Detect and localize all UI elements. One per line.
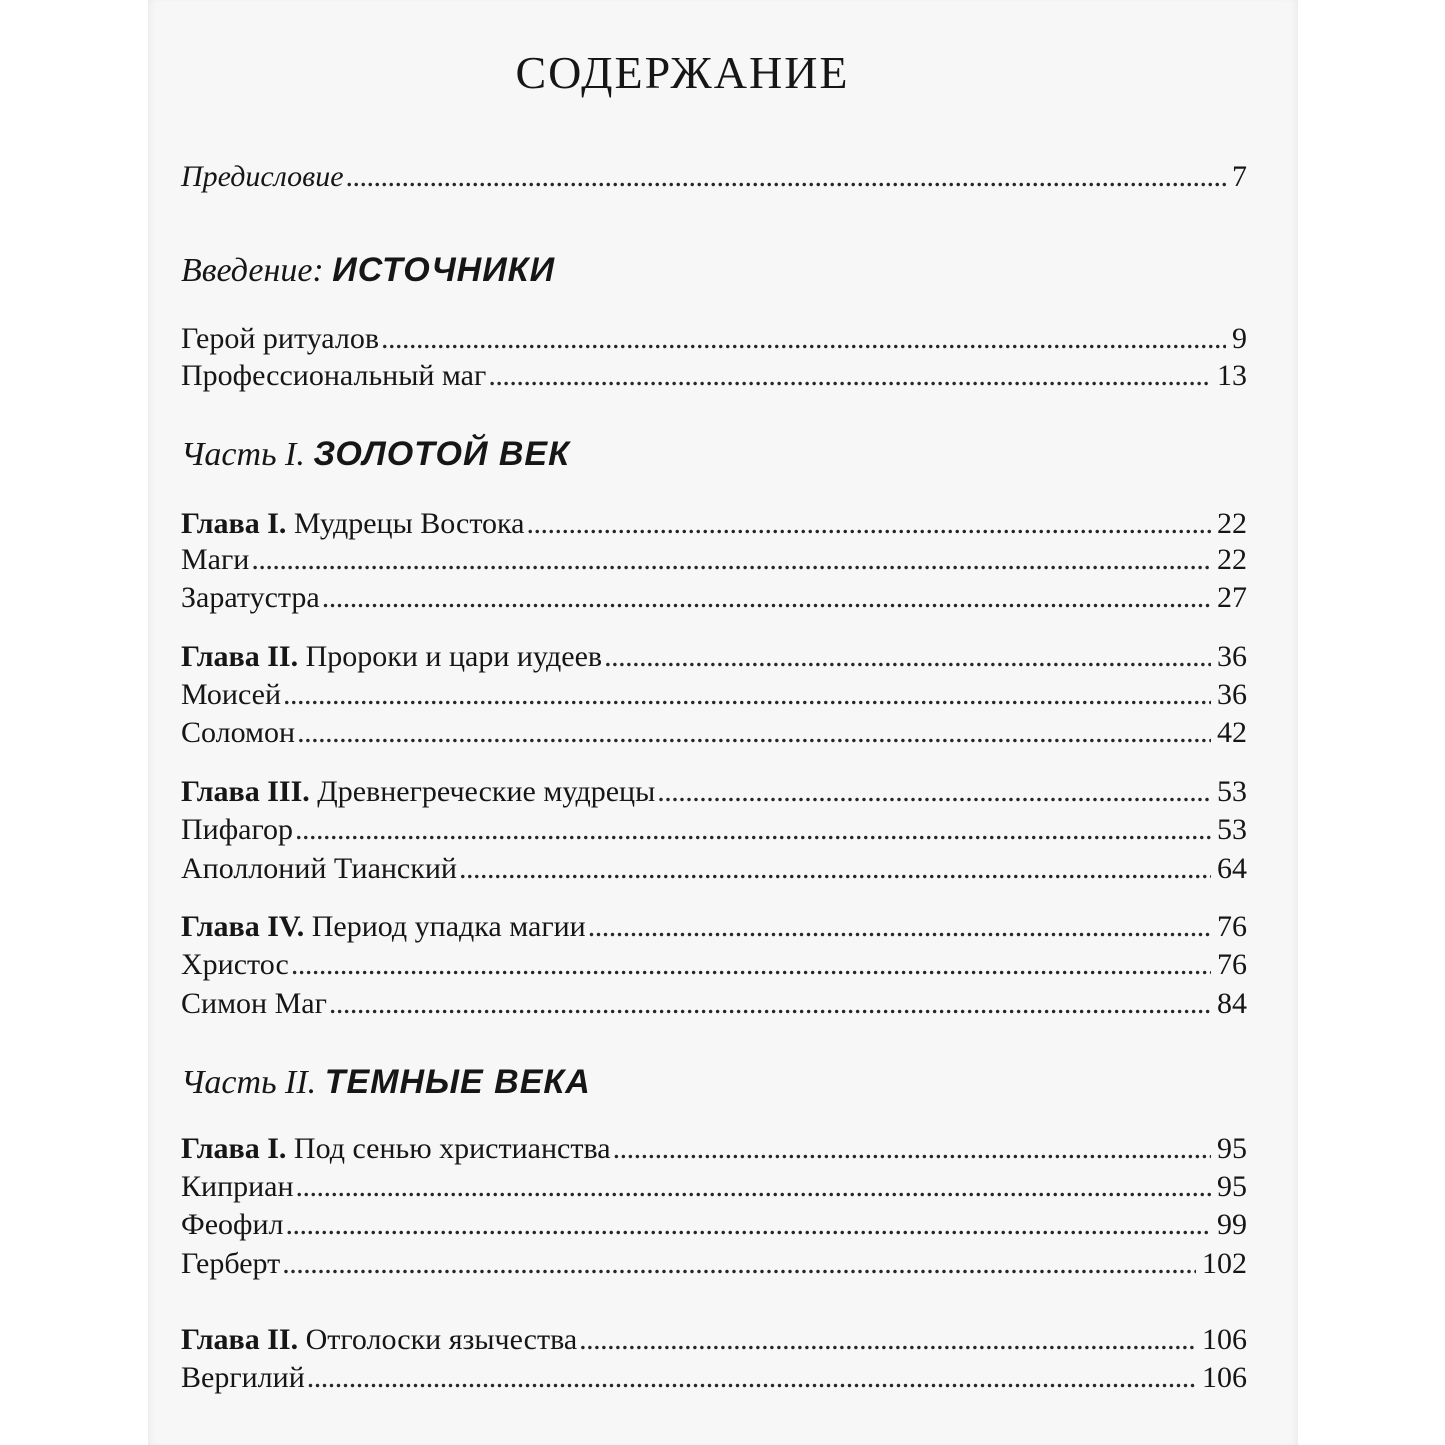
dot-leader xyxy=(329,985,1211,1023)
toc-label: Отголоски язычества xyxy=(298,1323,578,1356)
toc-page: 9 xyxy=(1232,322,1247,355)
chapter-prefix: Глава II. xyxy=(181,640,299,673)
toc-page: 102 xyxy=(1202,1247,1247,1280)
chapter-prefix: Глава III. xyxy=(181,775,310,808)
toc-chapter xyxy=(181,773,1247,811)
toc-page: 99 xyxy=(1217,1208,1247,1241)
dot-leader xyxy=(295,811,1211,849)
toc-label: Герберт xyxy=(181,1247,281,1280)
section-prefix: Часть II. xyxy=(181,1064,325,1101)
toc-entry xyxy=(181,714,1247,752)
chapter-prefix: Глава I. xyxy=(181,507,287,540)
section-heading-intro xyxy=(181,250,555,291)
dot-leader xyxy=(346,158,1226,196)
dot-leader xyxy=(381,320,1226,358)
toc-page: 76 xyxy=(1217,910,1247,943)
toc-label: Мудрецы Востока xyxy=(286,507,525,540)
chapter-prefix: Глава II. xyxy=(181,1323,299,1356)
toc-page: 7 xyxy=(1232,160,1247,193)
dot-leader xyxy=(588,908,1211,946)
dot-leader xyxy=(297,714,1211,752)
dot-leader xyxy=(657,773,1211,811)
toc-page: 76 xyxy=(1217,948,1247,981)
toc-label: Пророки и цари иудеев xyxy=(298,640,603,673)
toc-page: 84 xyxy=(1217,987,1247,1020)
section-heading-part2 xyxy=(181,1062,591,1103)
toc-entry xyxy=(181,1245,1247,1283)
toc-page: 22 xyxy=(1217,543,1247,576)
toc-entry xyxy=(181,357,1247,395)
toc-label: Моисей xyxy=(181,678,282,711)
toc-page: 53 xyxy=(1217,775,1247,808)
toc-page: 53 xyxy=(1217,813,1247,846)
toc-entry xyxy=(181,1206,1247,1244)
section-name: ТЕМНЫЕ ВЕКА xyxy=(324,1063,591,1101)
toc-label: Киприан xyxy=(181,1170,294,1203)
toc-page: 36 xyxy=(1217,640,1247,673)
toc-chapter xyxy=(181,1130,1247,1168)
toc-entry xyxy=(181,676,1247,714)
toc-label: Аполлоний Тианский xyxy=(181,852,457,885)
dot-leader xyxy=(307,1359,1196,1397)
toc-entry xyxy=(181,1168,1247,1206)
page-title: СОДЕРЖАНИЕ xyxy=(515,47,850,98)
toc-chapter xyxy=(181,908,1247,946)
toc-page: 42 xyxy=(1217,716,1247,749)
dot-leader xyxy=(251,541,1211,579)
dot-leader xyxy=(285,1206,1211,1244)
dot-leader xyxy=(579,1321,1196,1359)
toc-page: 27 xyxy=(1217,581,1247,614)
toc-chapter xyxy=(181,1321,1247,1359)
dot-leader xyxy=(526,505,1211,543)
toc-entry xyxy=(181,320,1247,358)
section-prefix: Часть I. xyxy=(181,436,314,473)
toc-chapter xyxy=(181,505,1247,543)
toc-chapter xyxy=(181,638,1247,676)
toc-label: Под сенью христианства xyxy=(286,1132,611,1165)
toc-page: 64 xyxy=(1217,852,1247,885)
dot-leader xyxy=(283,676,1211,714)
toc-label: Период упадка магии xyxy=(304,910,586,943)
toc-page: 106 xyxy=(1202,1361,1247,1394)
toc-label: Древнегреческие мудрецы xyxy=(309,775,656,808)
toc-entry xyxy=(181,811,1247,849)
toc-entry xyxy=(181,946,1247,984)
toc-entry xyxy=(181,850,1247,888)
toc-page: 13 xyxy=(1217,359,1247,392)
toc-label: Соломон xyxy=(181,716,296,749)
chapter-prefix: Глава IV. xyxy=(181,910,305,943)
toc-entry xyxy=(181,579,1247,617)
toc-entry xyxy=(181,1359,1247,1397)
toc-page: 95 xyxy=(1217,1132,1247,1165)
toc-label: Предисловие xyxy=(181,160,344,193)
toc-label: Христос xyxy=(181,948,289,981)
toc-label: Симон Маг xyxy=(181,987,327,1020)
toc-entry xyxy=(181,541,1247,579)
section-prefix: Введение: xyxy=(181,252,333,289)
toc-entry xyxy=(181,985,1247,1023)
dot-leader xyxy=(296,1168,1211,1206)
toc-page: 106 xyxy=(1202,1323,1247,1356)
dot-leader xyxy=(291,946,1211,984)
dot-leader xyxy=(613,1130,1211,1168)
toc-label: Феофил xyxy=(181,1208,284,1241)
toc-label: Герой ритуалов xyxy=(181,322,380,355)
dot-leader xyxy=(322,579,1211,617)
toc-label: Профессиональный маг xyxy=(181,359,487,392)
section-heading-part1 xyxy=(181,434,570,475)
toc-label: Пифагор xyxy=(181,813,294,846)
section-name: ИСТОЧНИКИ xyxy=(332,251,556,289)
toc-label: Маги xyxy=(181,543,250,576)
chapter-prefix: Глава I. xyxy=(181,1132,287,1165)
toc-page: 36 xyxy=(1217,678,1247,711)
toc-label: Вергилий xyxy=(181,1361,305,1394)
dot-leader xyxy=(459,850,1211,888)
dot-leader xyxy=(488,357,1211,395)
section-name: ЗОЛОТОЙ ВЕК xyxy=(313,435,570,473)
dot-leader xyxy=(604,638,1211,676)
dot-leader xyxy=(282,1245,1196,1283)
toc-label: Заратустра xyxy=(181,581,320,614)
toc-page: 22 xyxy=(1217,507,1247,540)
toc-page: 95 xyxy=(1217,1170,1247,1203)
toc-entry-preface xyxy=(181,158,1247,196)
